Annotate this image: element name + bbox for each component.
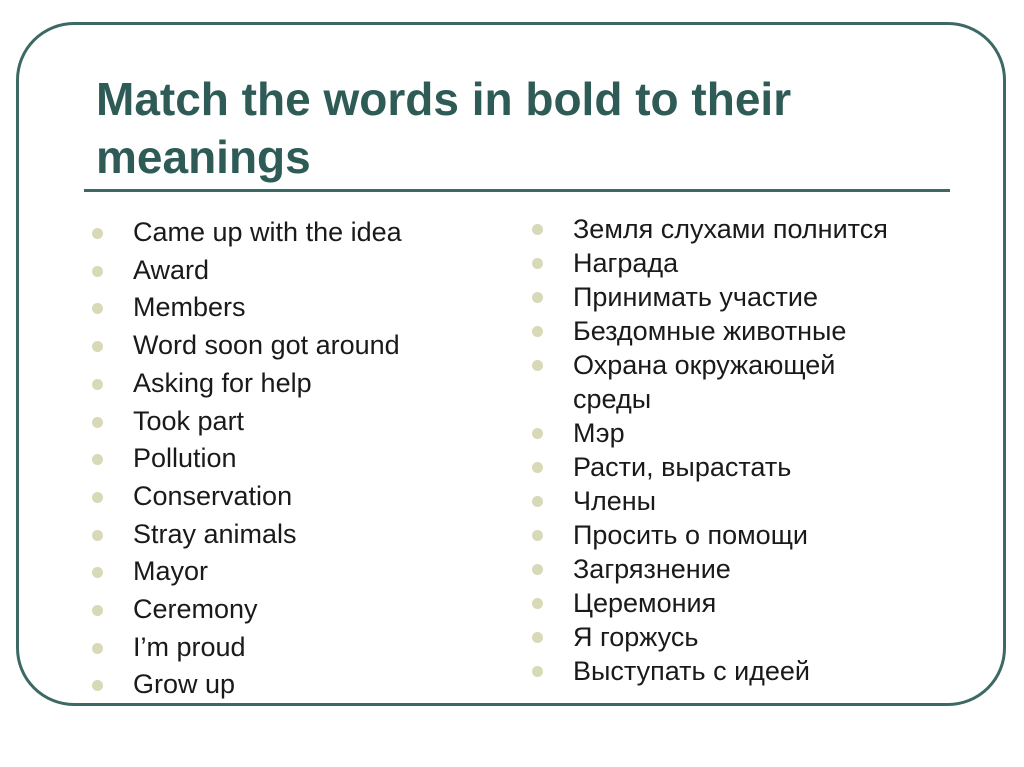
bullet-icon — [532, 666, 543, 677]
list-item-text: Asking for help — [133, 367, 312, 398]
list-item-text: Award — [133, 254, 210, 285]
list-item — [92, 327, 492, 365]
list-item — [92, 252, 492, 290]
list-item — [532, 552, 912, 586]
list-item — [92, 214, 492, 252]
bullet-icon — [532, 564, 543, 575]
list-item-text: Word soon got around — [133, 330, 400, 361]
title-divider — [84, 189, 950, 192]
list-item-text: Took part — [133, 405, 245, 436]
slide-title: Match the words in bold to their meanings — [96, 73, 792, 183]
russian-meanings-list — [532, 212, 912, 688]
bullet-icon — [532, 428, 543, 439]
list-item-text: I’m proud — [133, 631, 246, 662]
list-item — [532, 450, 912, 484]
list-item — [92, 666, 492, 704]
list-item-text: Conservation — [133, 480, 293, 511]
list-item — [532, 246, 912, 280]
list-item-text: Бездомные животные — [573, 316, 847, 346]
list-item — [92, 553, 492, 591]
list-item — [532, 518, 912, 552]
bullet-icon — [92, 680, 103, 691]
list-item-text: Stray animals — [133, 518, 297, 549]
list-item — [532, 416, 912, 450]
list-item-text: Came up with the idea — [133, 217, 402, 247]
list-item-text: Mayor — [133, 556, 209, 587]
list-item-text: Церемония — [573, 588, 717, 618]
bullet-icon — [92, 530, 103, 541]
list-item-text: Выступать с идеей — [573, 656, 811, 686]
list-item — [532, 280, 912, 314]
list-item — [532, 654, 912, 688]
list-item-text: Мэр — [573, 418, 625, 448]
bullet-icon — [532, 360, 543, 371]
bullet-icon — [92, 266, 103, 277]
list-item-text: Grow up — [133, 669, 236, 700]
list-item-text: Награда — [573, 248, 679, 278]
bullet-icon — [532, 632, 543, 643]
list-item — [532, 314, 912, 348]
english-words-list — [92, 214, 492, 704]
bullet-icon — [532, 224, 543, 235]
list-item — [92, 591, 492, 629]
list-item — [92, 403, 492, 441]
list-item — [92, 478, 492, 516]
list-item-text: Охрана окружающей среды — [573, 350, 836, 414]
list-item — [532, 484, 912, 518]
bullet-icon — [92, 492, 103, 503]
bullet-icon — [532, 496, 543, 507]
list-item — [92, 629, 492, 667]
list-item-text: Members — [133, 292, 246, 323]
bullet-icon — [92, 605, 103, 616]
list-item — [532, 348, 912, 416]
list-item-text: Pollution — [133, 443, 237, 474]
list-item — [92, 289, 492, 327]
list-item-text: Просить о помощи — [573, 520, 808, 550]
bullet-icon — [532, 326, 543, 337]
bullet-icon — [532, 462, 543, 473]
bullet-icon — [532, 530, 543, 541]
bullet-icon — [92, 417, 103, 428]
bullet-icon — [532, 292, 543, 303]
list-item-text: Принимать участие — [573, 282, 818, 312]
list-item — [92, 516, 492, 554]
list-item — [92, 440, 492, 478]
bullet-icon — [532, 598, 543, 609]
list-item — [92, 365, 492, 403]
list-item-text: Члены — [573, 486, 657, 516]
list-item-text: Земля слухами полнится — [573, 214, 888, 244]
list-item — [532, 620, 912, 654]
list-item-text: Я горжусь — [573, 622, 699, 652]
bullet-icon — [92, 228, 103, 239]
bullet-icon — [92, 379, 103, 390]
bullet-icon — [92, 303, 103, 314]
bullet-icon — [92, 454, 103, 465]
list-item-text: Загрязнение — [573, 554, 731, 584]
bullet-icon — [92, 341, 103, 352]
list-item-text: Расти, вырастать — [573, 452, 792, 482]
bullet-icon — [92, 567, 103, 578]
bullet-icon — [532, 258, 543, 269]
list-item-text: Ceremony — [133, 594, 258, 625]
bullet-icon — [92, 643, 103, 654]
list-item — [532, 212, 912, 246]
list-item — [532, 586, 912, 620]
